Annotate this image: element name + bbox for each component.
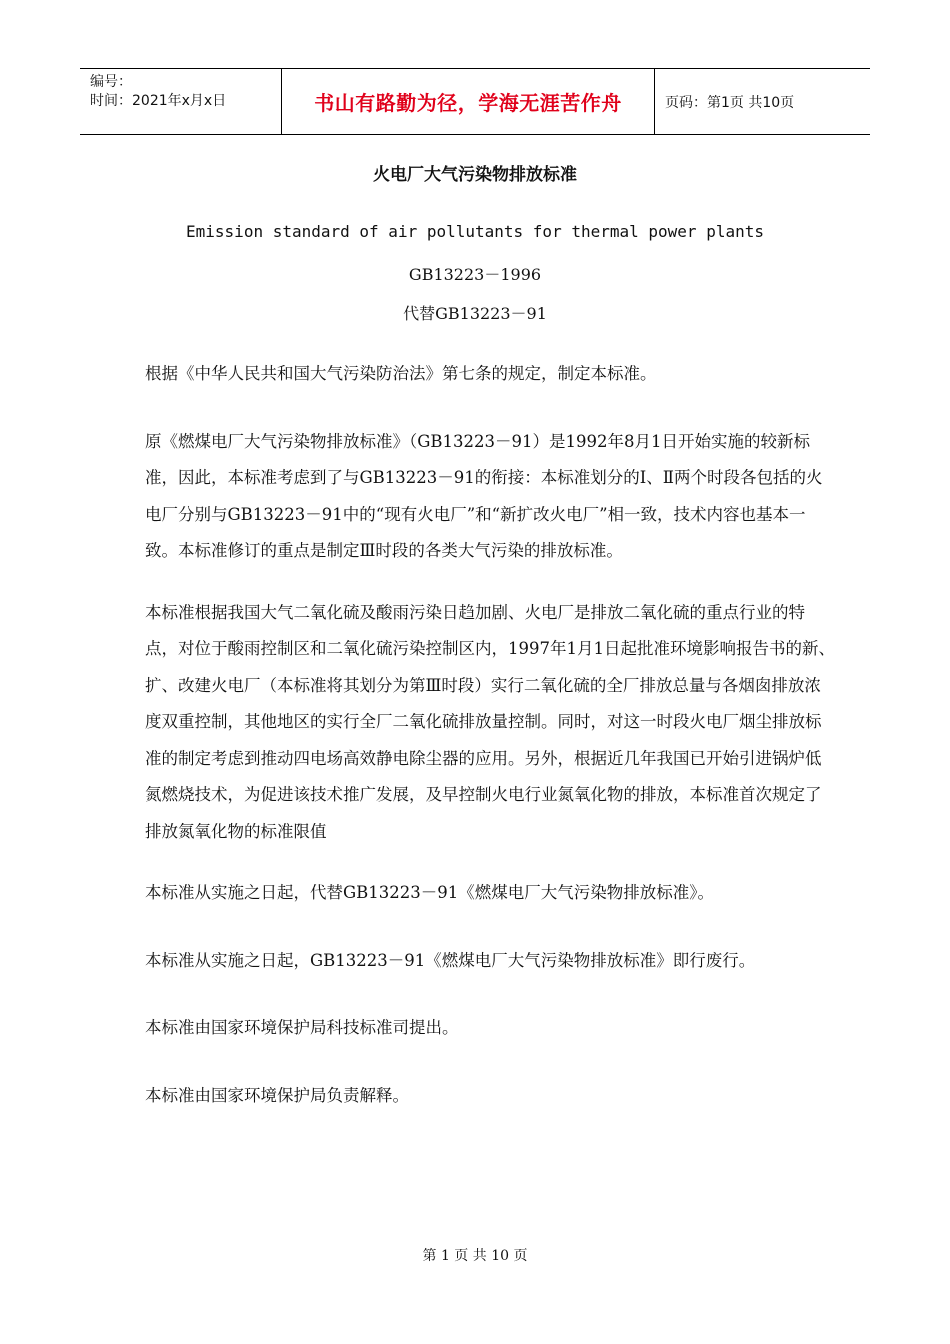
document-body (145, 356, 835, 1145)
header-meta (80, 69, 281, 134)
standard-number: GB13223－1996 (408, 265, 542, 284)
paragraph-replacement: 本标准从实施之日起，代替GB13223－91《燃煤电厂大气污染物排放标准》。 (145, 883, 715, 902)
document-number-label: 编号： (90, 74, 132, 90)
paragraph-proposed-by: 本标准由国家环境保护局科技标准司提出。 (145, 1018, 459, 1037)
page-header (80, 68, 870, 135)
document-title: 火电厂大气污染物排放标准 (373, 165, 577, 185)
header-motto-cell (281, 69, 655, 134)
paragraph-interpreted-by: 本标准由国家环境保护局负责解释。 (145, 1085, 409, 1105)
page-footer: 第 1 页 共 10 页 (422, 1248, 528, 1264)
paragraph-background: 原《燃煤电厂大气污染物排放标准》（GB13223－91）是1992年8月1日开始实施的较新标准，因此，本标准考虑到了与GB13223－91的衔接：本标准划分的Ⅰ、Ⅱ两个时段各包括的火电厂分别与GB13223－91中的“现有火电厂”和“新扩改火电厂”相一致，技术内容也基本一致。本标准修订的重点是制定Ⅲ时段的各类大气污染的排放标准。 (145, 431, 823, 560)
replaces-standard: 代替GB13223－91 (403, 304, 547, 323)
paragraph-key-points: 本标准根据我国大气二氧化硫及酸雨污染日趋加剧、火电厂是排放二氧化硫的重点行业的特点，对位于酸雨控制区和二氧化硫污染控制区内，1997年1月1日起批准环境影响报告书的新、扩、改建火电厂（本标准将其划分为第Ⅲ时段）实行二氧化硫的全厂排放总量与各烟囱排放浓度双重控制，其他地区的实行全厂二氧化硫排放量控制。同时，对这一时段火电厂烟尘排放标准的制定考虑到推动四电场高效静电除尘器的应用。另外，根据近几年我国已开始引进锅炉低氮燃烧技术，为促进该技术推广发展，及早控制火电行业氮氧化物的排放，本标准首次规定了排放氮氧化物的标准限值 (145, 602, 835, 841)
paragraph-abolition: 本标准从实施之日起，GB13223－91《燃煤电厂大气污染物排放标准》即行废行。 (145, 950, 756, 970)
english-title: Emission standard of air pollutants for thermal power plants (186, 222, 764, 241)
header-page-info: 页码：第1页 共10页 (665, 94, 795, 111)
document-time-label: 时间：2021年x月x日 (90, 93, 227, 109)
header-motto: 书山有路勤为径，学海无涯苦作舟 (314, 91, 622, 115)
paragraph-legal-basis: 根据《中华人民共和国大气污染防治法》第七条的规定，制定本标准。 (145, 364, 657, 383)
